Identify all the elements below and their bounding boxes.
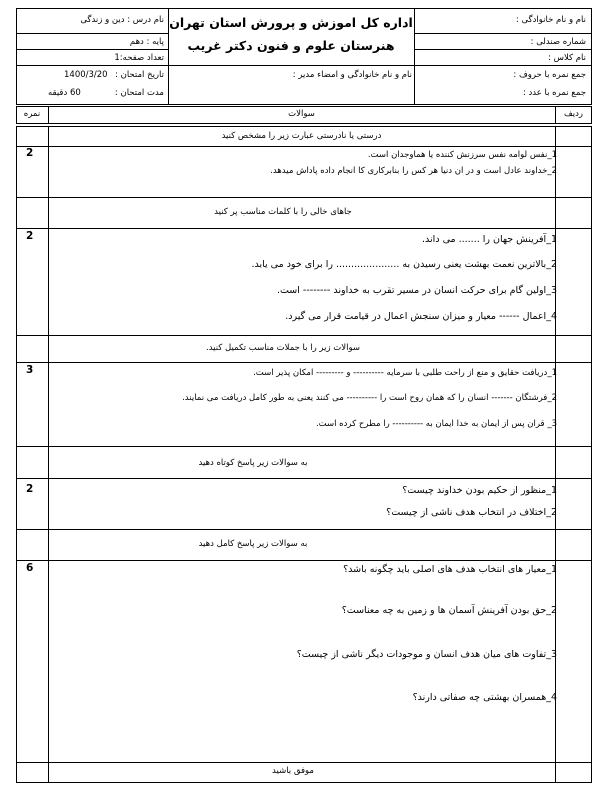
header-left-row2	[16, 49, 168, 50]
section-1-question-1: 1_نفس لوامه نفس سرزنش کننده یا هماوجدان است.	[367, 150, 557, 160]
class-name-label: نام کلاس :	[548, 53, 586, 63]
questions-column-header: سوالات	[288, 109, 315, 119]
header-mid-divider	[168, 65, 592, 66]
exam-duration-label: مدت امتحان :	[114, 88, 164, 98]
section-3-question-3: 3_ قران پس از ایمان به خدا ایمان به ---------- را مطرح کرده است.	[315, 419, 557, 429]
header-left-row3	[16, 65, 168, 66]
header-right-row2	[414, 49, 592, 50]
exam-date-value: 1400/3/20	[64, 70, 108, 80]
section-2-question-4: 4_اعمال ------ معیار و میزان سنجش اعمال در قیامت قرار می گیرد.	[285, 311, 557, 322]
section-2-question-3: 3_اولین گام برای حرکت انسان در مسیر تقرب به خداوند -------- است.	[276, 285, 557, 296]
section-4-top-line	[16, 446, 592, 447]
footer-message: موفق باشید	[272, 766, 314, 776]
seat-number-label: شماره صندلی :	[530, 37, 586, 47]
section-1-score: 2	[26, 147, 34, 159]
section-3-score: 3	[26, 364, 34, 376]
body-frame	[16, 126, 592, 783]
org-title: اداره کل اموزش و پرورش استان تهران	[169, 15, 413, 30]
section-5-score: 6	[26, 562, 34, 574]
section-3-top-line	[16, 335, 592, 336]
section-3-divider	[16, 362, 592, 363]
page-count-label: تعداد صفحه:1	[114, 53, 164, 63]
course-name-label: نام درس : دین و زندگی	[80, 15, 164, 25]
section-2-question-1: 1_آفرینش جهان را ....... می داند.	[422, 234, 557, 245]
section-2-top-line	[16, 197, 592, 198]
section-2-divider	[16, 228, 592, 229]
grade-label: پایه : دهم	[129, 37, 164, 47]
section-2-question-2: 2_بالاترین نعمت بهشت یعنی رسیدن به ..................... را برای خود می یابد.	[251, 259, 557, 270]
header-right-row1	[414, 33, 592, 34]
total-score-number-label: جمع نمره با عدد :	[522, 88, 586, 98]
section-5-question-1: 1_معیار های انتخاب هدف های اصلی باید چگونه باشد؟	[343, 564, 557, 575]
section-2-score: 2	[26, 230, 34, 242]
section-5-question-2: 2_حق بودن آفرینش آسمان ها و زمین به چه معناست؟	[341, 605, 557, 616]
section-3-question-1: 1_دریافت حقایق و منع از راحت طلبی با سرمایه ---------- و --------- امکان پذیر است.	[253, 368, 557, 378]
school-title: هنرستان علوم و فنون دکتر غریب	[187, 38, 395, 53]
section-4-instruction: به سوالات زیر پاسخ کوتاه دهید	[198, 458, 308, 468]
section-5-divider	[16, 560, 592, 561]
score-column-header: نمره	[23, 109, 41, 119]
footer-line	[16, 762, 592, 763]
exam-date-label: تاریخ امتحان :	[115, 70, 164, 80]
section-5-top-line	[16, 529, 592, 530]
section-3-instruction: سوالات زیر را با جملات مناسب تکمیل کنید.	[206, 343, 360, 353]
student-name-label: نام و نام خانوادگی :	[515, 15, 586, 25]
section-4-question-2: 2_اختلاف در انتخاب هدف ناشی از چیست؟	[386, 507, 557, 518]
header-divider-right	[414, 8, 415, 105]
section-2-instruction: جاهای خالی را با کلمات مناسب پر کنید	[214, 207, 352, 217]
section-1-divider	[16, 146, 592, 147]
exam-duration-value: 60 دقیقه	[48, 88, 81, 98]
row-column-line	[555, 126, 556, 783]
manager-signature-label: نام و نام خانوادگی و امضاء مدیر :	[292, 70, 412, 80]
section-1-instruction: درستی یا نادرستی عبارت زیر را مشخص کنید	[221, 131, 382, 141]
section-5-question-4: 4_همسران بهشتی چه صفاتی دارند؟	[412, 692, 557, 703]
section-4-divider	[16, 478, 592, 479]
score-column-line	[48, 126, 49, 783]
total-score-letters-label: جمع نمره با حروف :	[513, 70, 586, 80]
section-4-question-1: 1_منظور از حکیم بودن خداوند چیست؟	[402, 485, 557, 496]
header-left-row1	[16, 33, 168, 34]
section-1-question-2: 2_خداوند عادل است و در ان دنیا هر کس را بنابرکاری کا انجام داده پاداش میدهد.	[270, 166, 557, 176]
section-3-question-2: 2_فرشتگان ------- انسان را که همان روح است را ---------- می کنند یعنی به طور کامل دریافت می نمایند.	[182, 393, 557, 403]
row-column-header: ردیف	[563, 109, 584, 119]
section-5-question-3: 3_تفاوت های میان هدف انسان و موجودات دیگر ناشی از چیست؟	[296, 649, 557, 660]
section-4-score: 2	[26, 483, 34, 495]
section-5-instruction: به سوالات زیر پاسخ کامل دهید	[198, 539, 308, 549]
